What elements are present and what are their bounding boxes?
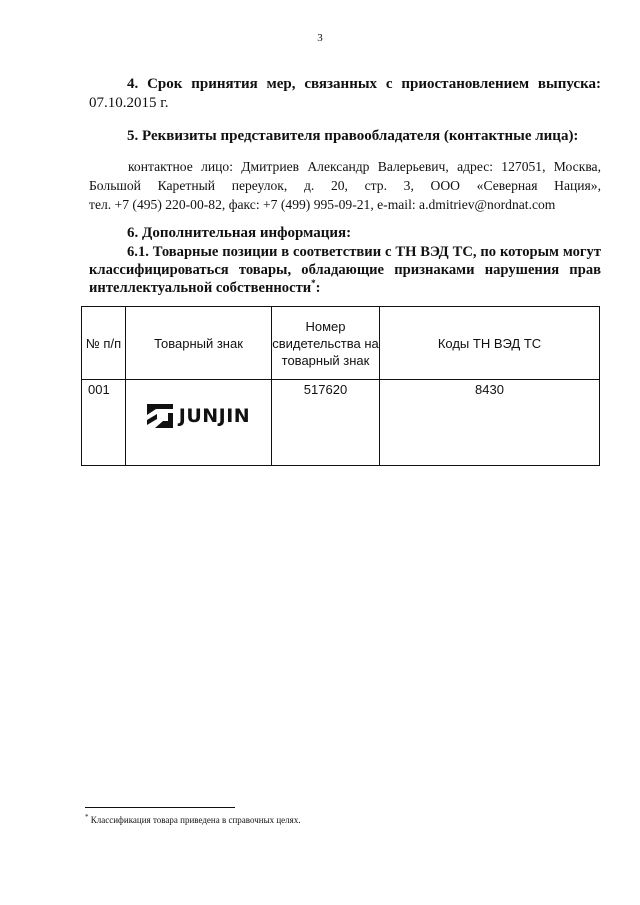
section-4-heading: 4. Срок принятия мер, связанных с приостановлением выпуска: [127,76,601,92]
table-header-row [82,307,600,380]
contact-line: контактное лицо: Дмитриев Александр Валерьевич, адрес: 127051, Москва, [128,159,601,174]
trademark-cell [126,380,272,466]
table-header-cell: Товарный знак [126,307,272,380]
trademark-table [81,306,600,466]
table-header-cell: № п/п [82,307,126,380]
table-row [82,380,600,466]
trademark-name: JUNJIN [178,405,251,427]
row-number: 001 [82,380,126,466]
table-header-cell: Номер свидетельства на товарный знак [272,307,380,380]
section-6-1-colon: : [315,280,321,296]
section-6-1-line: классифицироваться товары, обладающие признаками нарушения прав [89,262,601,278]
section-6-1-text: интеллектуальной собственности [89,280,312,296]
contact-line: Большой Каретный переулок, д. 20, стр. 3, ООО «Северная Нация», [89,178,601,193]
section-6-1-line-last [89,279,601,297]
footnote-mark: * [85,813,89,821]
trademark-logo [126,404,271,428]
table-header-cell: Коды ТН ВЭД ТС [380,307,600,380]
footnote-text: Классификация товара приведена в справочных целях. [90,815,301,825]
contact-line: тел. +7 (495) 220-00-82, факс: +7 (499) 995-09-21, e-mail: a.dmitriev@nordnat.com [89,197,556,212]
section-6-1-line: 6.1. Товарные позиции в соответствии с ТН ВЭД ТС, по которым могут [127,244,601,260]
section-4-date: 07.10.2015 г. [89,95,169,111]
section-6-1 [89,243,601,297]
footnote-ref: * [311,278,316,289]
tnved-code: 8430 [380,380,600,466]
certificate-number: 517620 [272,380,380,466]
section-4 [89,75,601,113]
section-5-heading: 5. Реквизиты представителя правообладателя (контактные лица): [127,128,579,144]
contact-info [89,157,601,214]
section-6-heading: 6. Дополнительная информация: [127,225,352,241]
junjin-logo-icon [147,404,173,428]
page-number: 3 [317,32,323,44]
footnote-divider [85,807,235,808]
footnote [85,813,301,825]
